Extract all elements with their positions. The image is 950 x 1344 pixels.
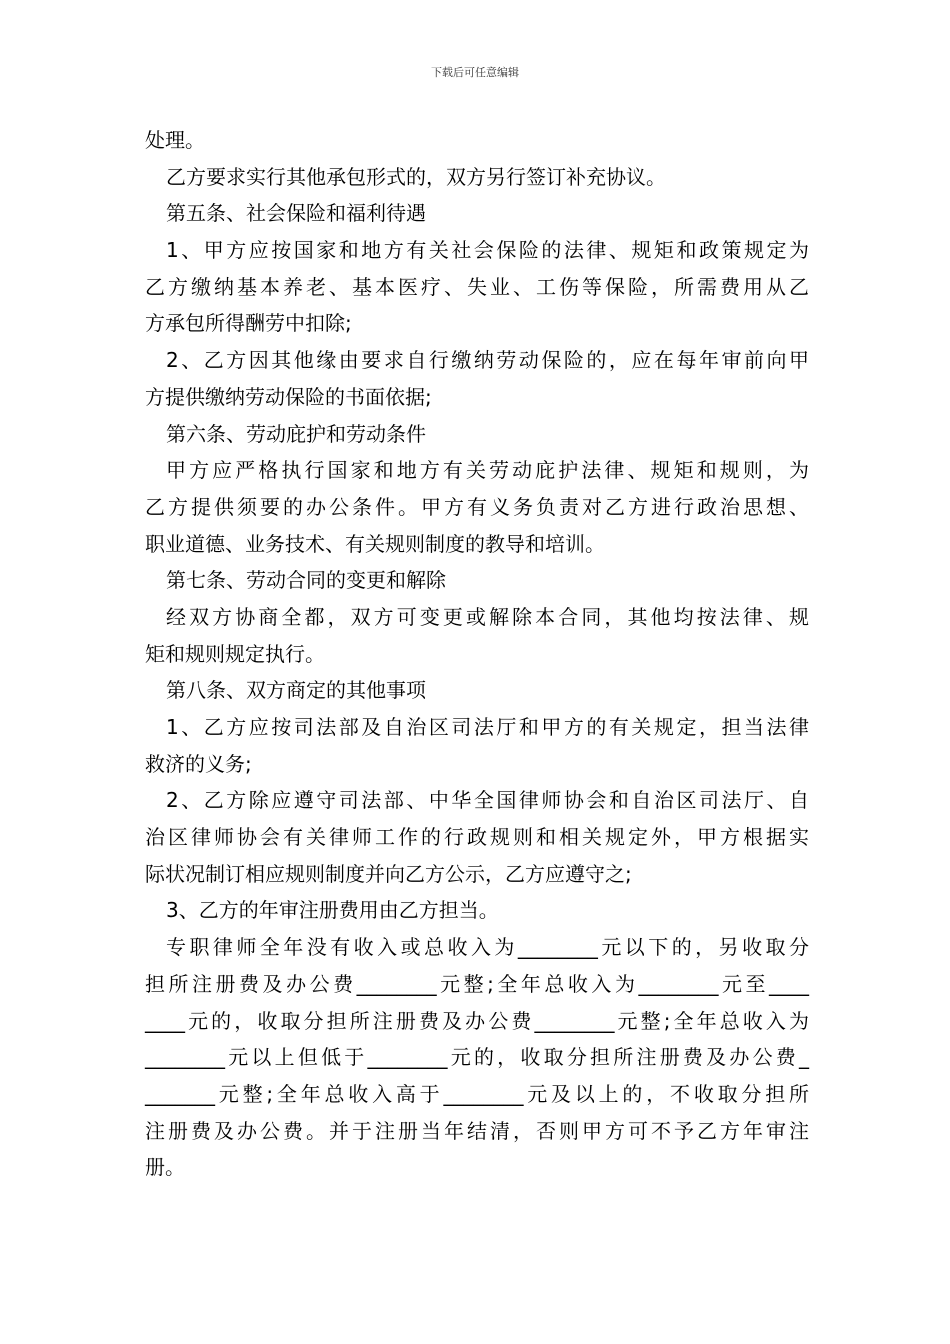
text-line: 职业道德、业务技术、有关规则制度的教导和培训。 — [145, 531, 605, 556]
text-line: 乙方提供须要的办公条件。甲方有义务负责对乙方进行政治思想、 — [145, 494, 809, 519]
text-line: ________元以上但低于________元的，收取分担所注册费及办公费_ — [145, 1045, 809, 1070]
text-line: 际状况制订相应规则制度并向乙方公示，乙方应遵守之; — [145, 861, 632, 886]
text-line: 2、乙方因其他缘由要求自行缴纳劳动保险的，应在每年审前向甲 — [166, 348, 809, 373]
text-line: 乙方缴纳基本养老、基本医疗、失业、工伤等保险，所需费用从乙 — [145, 274, 809, 299]
document-body — [145, 122, 809, 1186]
text-line: 第八条、双方商定的其他事项 — [166, 678, 426, 703]
text-line: 乙方要求实行其他承包形式的，双方另行签订补充协议。 — [166, 164, 666, 189]
text-line: 经双方协商全都，双方可变更或解除本合同，其他均按法律、规 — [166, 604, 809, 629]
text-line: 方提供缴纳劳动保险的书面依据; — [145, 384, 432, 409]
text-line: 治区律师协会有关律师工作的行政规则和相关规定外，甲方根据实 — [145, 825, 809, 850]
text-line: 注册费及办公费。并于注册当年结清，否则甲方可不予乙方年审注 — [145, 1118, 809, 1143]
page-header: 下载后可任意编辑 — [431, 66, 519, 79]
text-line: 第七条、劳动合同的变更和解除 — [166, 568, 446, 593]
text-line: 专职律师全年没有收入或总收入为________元以下的，另收取分 — [166, 935, 809, 960]
text-line: ____元的，收取分担所注册费及办公费________元整;全年总收入为 — [145, 1008, 809, 1033]
text-line: 第五条、社会保险和福利待遇 — [166, 201, 426, 226]
text-line: 担所注册费及办公费________元整;全年总收入为________元至____ — [145, 971, 809, 996]
text-line: _______元整;全年总收入高于________元及以上的，不收取分担所 — [145, 1081, 809, 1106]
text-line: 救济的义务; — [145, 751, 252, 776]
text-line: 第六条、劳动庇护和劳动条件 — [166, 421, 426, 446]
text-line: 矩和规则规定执行。 — [145, 641, 325, 666]
text-line: 3、乙方的年审注册费用由乙方担当。 — [166, 898, 499, 923]
text-line: 1、甲方应按国家和地方有关社会保险的法律、规矩和政策规定为 — [166, 238, 809, 263]
text-line: 处理。 — [145, 128, 205, 152]
text-line: 方承包所得酬劳中扣除; — [145, 311, 352, 336]
text-line: 册。 — [145, 1155, 185, 1180]
text-line: 1、乙方应按司法部及自治区司法厅和甲方的有关规定，担当法律 — [166, 715, 809, 739]
text-line: 甲方应严格执行国家和地方有关劳动庇护法律、规矩和规则，为 — [166, 458, 809, 483]
text-line: 2、乙方除应遵守司法部、中华全国律师协会和自治区司法厅、自 — [166, 788, 809, 813]
